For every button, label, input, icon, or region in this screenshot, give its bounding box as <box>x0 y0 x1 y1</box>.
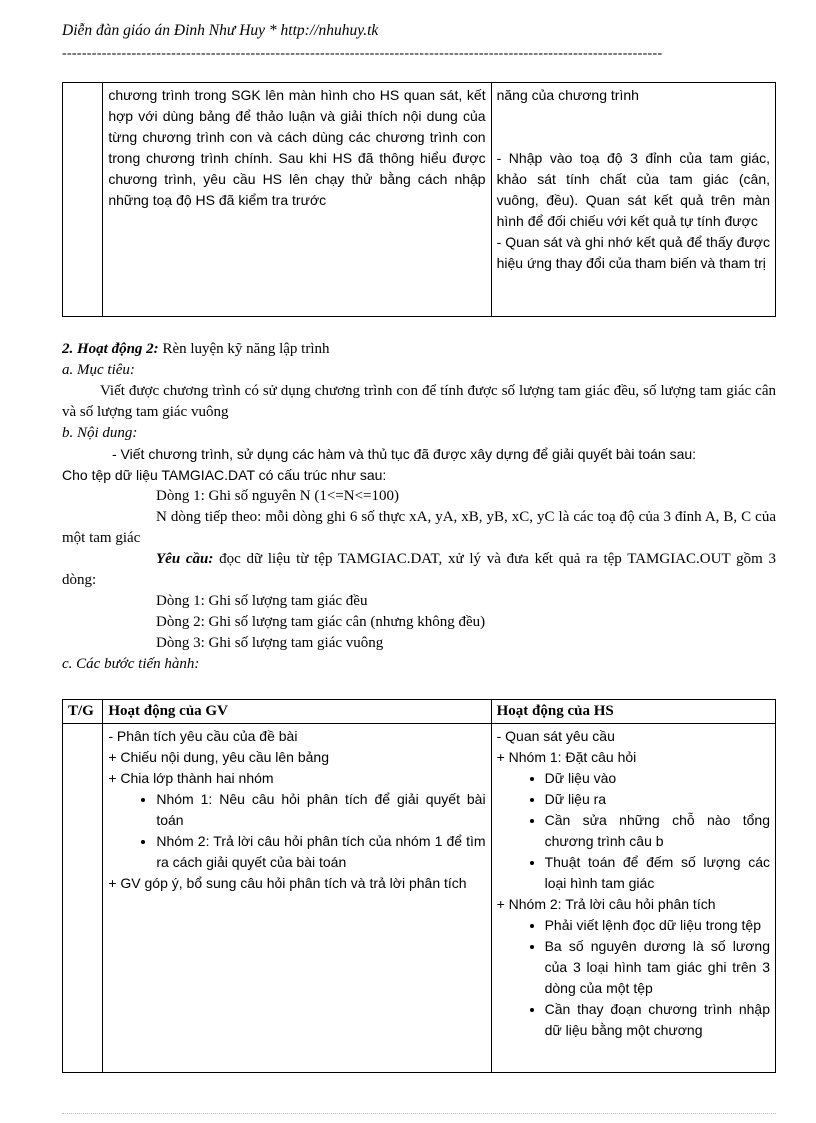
activity-heading <box>62 339 776 360</box>
list-item: • Cần sửa những chỗ nào tổng chương trình câu b <box>545 810 770 852</box>
activity-label: 2. Hoạt động 2: <box>62 341 159 357</box>
list-item: • Thuật toán để đếm số lượng các loại hình tam giác <box>545 852 770 894</box>
input-row-1: Dòng 1: Ghi số nguyên N (1<=N<=100) <box>156 488 399 504</box>
list-item: • Nhóm 1: Nêu câu hỏi phân tích để giải quyết bài toán <box>156 789 485 831</box>
activity-table-continued <box>62 82 776 317</box>
header-separator: ------------------------------------------------------------------------------------------------------------------------- <box>62 46 663 61</box>
list-item: • Dữ liệu vào <box>545 768 770 789</box>
teacher-line: + Chia lớp thành hai nhóm <box>108 770 274 786</box>
list-item: • Phải viết lệnh đọc dữ liệu trong tệp <box>545 915 770 936</box>
content-intro: - Viết chương trình, sử dụng các hàm và thủ tục đã được xây dựng để giải quyết bài toán sau: <box>112 446 697 462</box>
column-header-student: Hoạt động của HS <box>491 700 775 724</box>
list-item: • Dữ liệu ra <box>545 789 770 810</box>
requirement-label: Yêu cầu: <box>156 551 214 567</box>
output-row-3: Dòng 3: Ghi số lượng tam giác vuông <box>156 635 384 651</box>
table-header-row <box>63 700 776 724</box>
output-row-2: Dòng 2: Ghi số lượng tam giác cân (nhưng không đều) <box>156 614 486 630</box>
student-line: + Nhóm 2: Trả lời câu hỏi phân tích <box>496 896 716 912</box>
activity-title: Rèn luyện kỹ năng lập trình <box>158 341 330 357</box>
requirement-text: đọc dữ liệu từ tệp TAMGIAC.DAT, xử lý và đưa kết quả ra tệp TAMGIAC.OUT gồm 3 dòng: <box>62 551 776 588</box>
table-row <box>63 724 776 1073</box>
student-activity-cell <box>491 724 775 1073</box>
time-cell <box>63 724 103 1073</box>
page-header: Diễn đàn giáo án Đinh Như Huy * http://nhuhuy.tk <box>62 22 379 39</box>
list-item: • Cần thay đoạn chương trình nhập dữ liệu bằng một chương <box>545 999 770 1041</box>
teacher-line: + Chiếu nội dung, yêu cầu lên bảng <box>108 749 329 765</box>
student-activity-line: - Quan sát và ghi nhớ kết quả để thấy được hiệu ứng thay đổi của tham biến và tham trị <box>496 234 770 271</box>
steps-heading: c. Các bước tiến hành: <box>62 656 200 672</box>
group2-answer-list <box>497 915 770 1041</box>
activity-2-section <box>62 339 776 675</box>
list-item: • Ba số nguyên dương là số lương của 3 loại hình tam giác ghi trên 3 dòng của một tệp <box>545 936 770 999</box>
goal-text: Viết được chương trình có sử dụng chương trình con để tính được số lượng tam giác đều, số lượng tam giác cân và số lượng tam giác vuông <box>62 383 776 420</box>
requirement <box>62 549 776 591</box>
list-item: • Nhóm 2: Trả lời câu hỏi phân tích của nhóm 1 để tìm ra cách giải quyết của bài toán <box>156 831 485 873</box>
input-row-n: N dòng tiếp theo: mỗi dòng ghi 6 số thực xA, yA, xB, yB, xC, yC là các toạ độ của 3 đỉnh A, B, C của một tam giác <box>62 509 776 546</box>
table-row <box>63 83 776 317</box>
student-line: - Quan sát yêu cầu <box>496 728 615 744</box>
student-activity-cell <box>491 83 775 317</box>
file-description: Cho tệp dữ liệu TAMGIAC.DAT có cấu trúc như sau: <box>62 467 387 483</box>
column-header-teacher: Hoạt động của GV <box>103 700 491 724</box>
teacher-activity-cell: chương trình trong SGK lên màn hình cho HS quan sát, kết hợp với dùng bảng để thảo luận và giải thích nội dung của từng chương trình con và cách dùng các chương trình con trong chương trình chính. Sau khi HS đã thông hiểu được chương trình, yêu cầu HS lên chạy thử bằng cách nhập những toạ độ HS đã kiểm tra trước <box>103 83 491 317</box>
content-heading: b. Nội dung: <box>62 425 138 441</box>
column-header-time: T/G <box>63 700 103 724</box>
teacher-group-list <box>108 789 485 873</box>
student-activity-line: năng của chương trình <box>496 87 639 103</box>
activity-2-table <box>62 699 776 1073</box>
output-row-1: Dòng 1: Ghi số lượng tam giác đều <box>156 593 368 609</box>
goal-heading: a. Mục tiêu: <box>62 362 135 378</box>
teacher-line: - Phân tích yêu cầu của đề bài <box>108 728 298 744</box>
group1-question-list <box>497 768 770 894</box>
student-activity-line: - Nhập vào toạ độ 3 đỉnh của tam giác, khảo sát tính chất của tam giác (cân, vuông, đều). Quan sát kết quả trên màn hình để đối chiếu với kết quả tự tính được <box>496 150 770 229</box>
student-line: + Nhóm 1: Đặt câu hỏi <box>496 749 637 765</box>
teacher-activity-cell <box>103 724 491 1073</box>
teacher-line: + GV góp ý, bổ sung câu hỏi phân tích và trả lời phân tích <box>108 875 467 891</box>
time-cell <box>63 83 103 317</box>
page-footer-rule <box>62 1113 776 1114</box>
